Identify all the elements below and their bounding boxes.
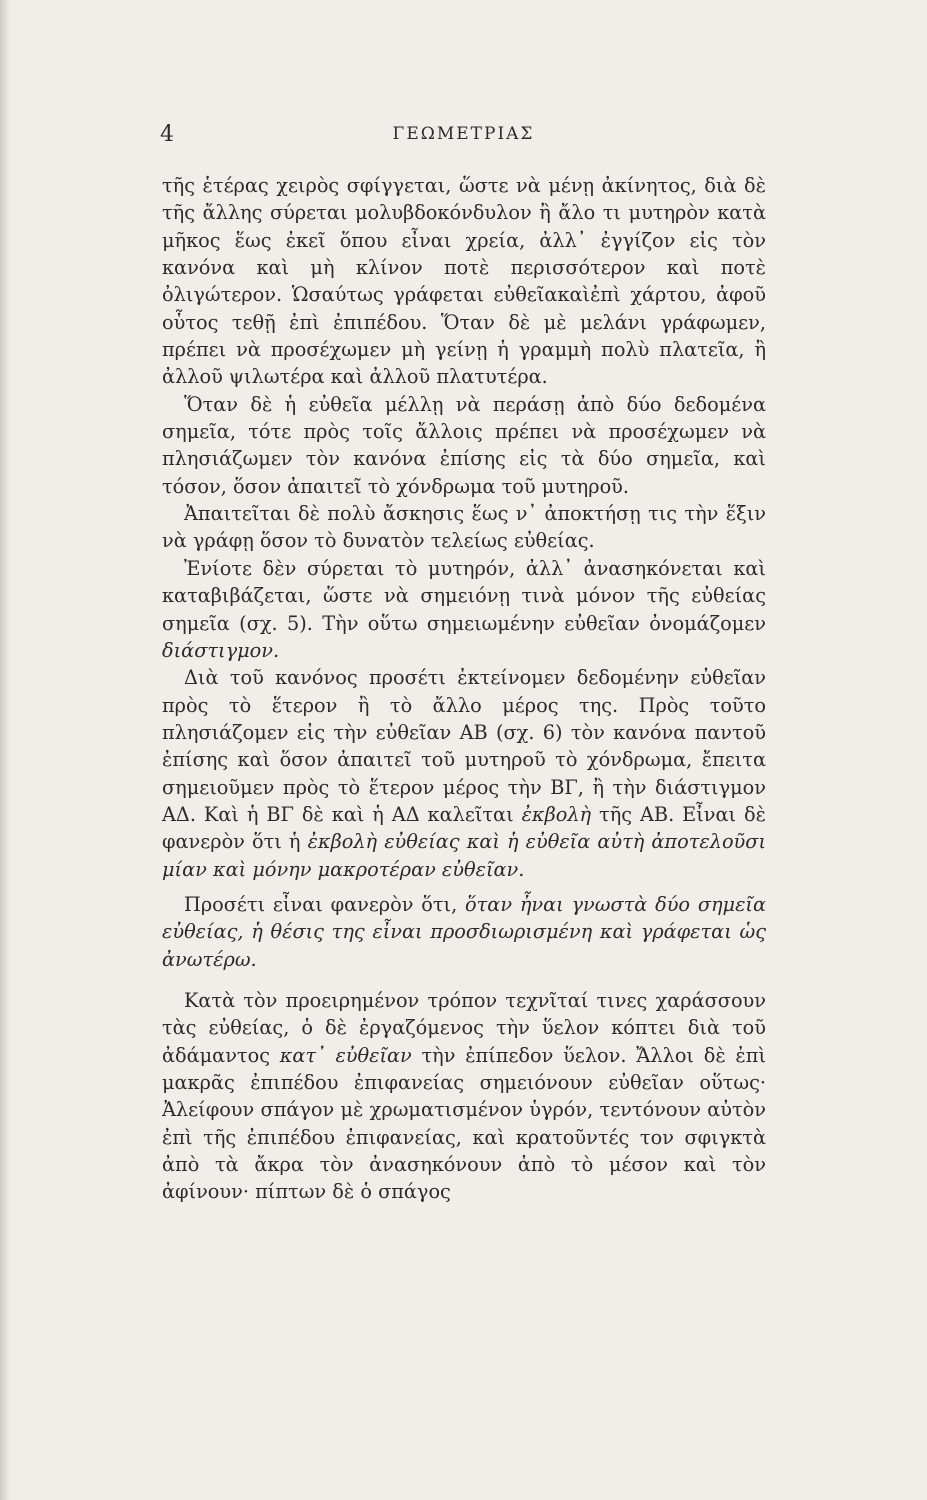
running-head — [0, 122, 927, 152]
text-run: Ὅταν δὲ ἡ εὐθεῖα μέλλῃ νὰ περάσῃ ἀπὸ δύο δεδομένα σημεῖα, τότε πρὸς τοῖς ἄλλοις πρέπει νὰ προσέχωμεν νὰ πλησιάζωμεν τὸν κανόνα ἐπίσης εἰς τὰ δύο σημεῖα, καὶ τόσον, ὅσον ἀπαιτεῖ τὸ χόνδρωμα τοῦ μυτηροῦ. — [162, 392, 766, 498]
running-title: ΓΕΩΜΕΤΡΙΑΣ — [392, 124, 535, 144]
text-run: Ἀπαιτεῖται δὲ πολὺ ἄσκησις ἕως ν᾽ ἀποκτήσῃ τις τὴν ἕξιν νὰ γράφῃ ὅσον τὸ δυνατὸν τελείως εὐθείας. — [162, 502, 766, 553]
paragraph — [162, 891, 766, 973]
emphasis-text: ὅταν ἦναι γνωστὰ δύο σημεῖα εὐθείας, ἡ θέσις της εἶναι προσδιωρισμένη καὶ γράφεται ὡς ἀνωτέρω. — [162, 892, 766, 971]
paragraph — [162, 172, 766, 391]
body-text — [162, 172, 766, 1206]
text-run: Διὰ τοῦ κανόνος προσέτι ἐκτείνομεν δεδομένην εὐθεῖαν πρὸς τὸ ἕτερον ἢ τὸ ἄλλο μέρος της. Πρὸς τοῦτο πλησιάζομεν εἰς τὴν εὐθεῖαν ΑΒ (σχ. 6) τὸν κανόνα παντοῦ ἐπίσης καὶ ὅσον ἀπαιτεῖ τοῦ μυτηροῦ τὸ χόνδρωμα, ἔπειτα σημειοῦμεν πρὸς τὸ ἕτερον μέρος τὴν ΒΓ, ἢ τὴν διάστιγμον ΑΔ. Καὶ ἡ ΒΓ δὲ καὶ ἡ ΑΔ καλεῖται — [162, 666, 766, 826]
text-run: Ἐνίοτε δὲν σύρεται τὸ μυτηρόν, ἀλλ᾽ ἀνασηκόνεται καὶ καταβιβάζεται, ὥστε νὰ σημειόνῃ τινὰ μόνον τῆς εὐθείας σημεῖα (σχ. 5). Τὴν οὕτω σημειωμένην εὐθεῖαν ὀνομάζομεν — [162, 556, 766, 635]
paragraph — [162, 555, 766, 664]
text-run: τὴν ἐπίπεδον ὕελον. Ἄλλοι δὲ ἐπὶ μακρᾶς ἐπιπέδου ἐπιφανείας σημειόνουν εὐθεῖαν οὕτως· Ἀλείφουν σπάγον μὲ χρωματισμένον ὑγρόν, τεντόνουν αὐτὸν ἐπὶ τῆς ἐπιπέδου ἐπιφανείας, καὶ κρατοῦντές τον σφιγκτὰ ἀπὸ τὰ ἄκρα τὸν ἀνασηκόνουν ἀπὸ τὸ μέσον καὶ τὸν ἀφίνουν· πίπτων δὲ ὁ σπάγος — [162, 1043, 766, 1204]
paragraph — [162, 664, 766, 883]
text-run: τῆς ΑΒ. Εἶναι δὲ φανερὸν ὅτι ἡ — [162, 802, 766, 854]
emphasis-text: ἐκβολὴ εὐθείας καὶ ἡ εὐθεῖα αὐτὴ ἀποτελοῦσι μίαν καὶ μόνην μακροτέραν εὐθεῖαν. — [162, 830, 767, 881]
emphasis-text: διάστιγμον. — [162, 638, 280, 662]
text-run: Προσέτι εἶναι φανερὸν ὅτι, — [184, 892, 466, 916]
text-run: Κατὰ τὸν προειρημένον τρόπον τεχνῖταί τινες χαράσσουν τὰς εὐθείας, ὁ δὲ ἐργαζόμενος τὴν ὕελον κόπτει διὰ τοῦ ἀδάμαντος — [162, 988, 766, 1067]
text-run: τῆς ἑτέρας χειρὸς σφίγγεται, ὥστε νὰ μένῃ ἀκίνητος, διὰ δὲ τῆς ἄλλης σύρεται μολυβδοκόνδυλον ἢ ἄλο τι μυτηρὸν κατὰ μῆκος ἕως ἐκεῖ ὅπου εἶναι χρεία, ἀλλ᾽ ἐγγίζον εἰς τὸν κανόνα καὶ μὴ κλίνον ποτὲ περισσότερον καὶ ποτὲ ὀλιγώτερον. Ὡσαύτως γράφεται εὐθεῖακαὶἐπὶ χάρτου, ἀφοῦ οὗτος τεθῇ ἐπὶ ἐπιπέδου. Ὅταν δὲ μὲ μελάνι γράφωμεν, πρέπει νὰ προσέχωμεν μὴ γείνῃ ἡ γραμμὴ πολὺ πλατεῖα, ἢ ἀλλοῦ ψιλωτέρα καὶ ἀλλοῦ πλατυτέρα. — [162, 174, 766, 389]
page-number: 4 — [160, 122, 174, 147]
paragraph — [162, 500, 766, 555]
emphasis-text: κατ᾽ εὐθεῖαν — [279, 1043, 412, 1067]
emphasis-text: ἐκβολὴ — [521, 802, 592, 826]
paragraph — [162, 987, 766, 1206]
paragraph — [162, 391, 766, 500]
